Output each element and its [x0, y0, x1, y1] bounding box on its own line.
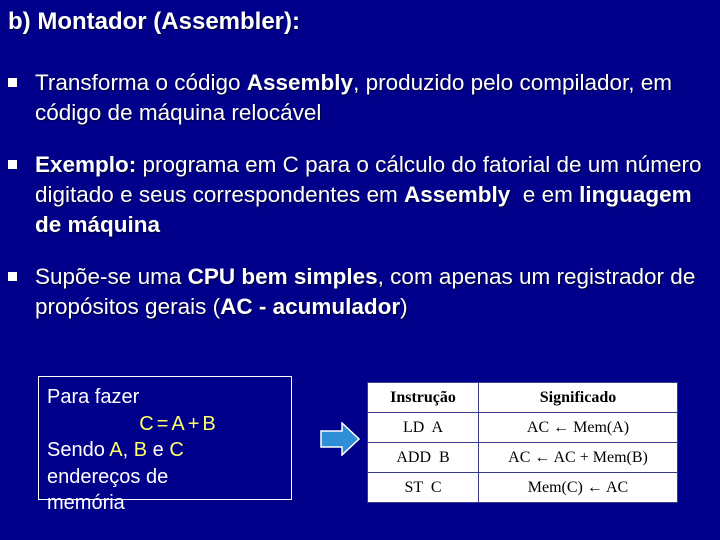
note-line: endereços de [47, 465, 169, 488]
bullet-text: Transforma o código [35, 70, 247, 95]
table-row [368, 413, 678, 443]
instruction-cell: LD A [368, 413, 479, 443]
bullet-item-3 [8, 262, 718, 322]
column-header-instruction: Instrução [368, 383, 479, 413]
left-arrow-icon: ← [586, 478, 603, 496]
note-var-b: B [133, 439, 148, 461]
table-row [368, 443, 678, 473]
left-arrow-icon: ← [553, 418, 570, 436]
table-header-row [368, 383, 678, 413]
square-bullet-icon [8, 78, 17, 87]
bullet-text: ) [400, 294, 408, 319]
slide-title: b) Montador (Assembler): [8, 8, 301, 35]
meaning-target: Mem(C) [527, 478, 583, 496]
bullet-bold-text: Exemplo: [35, 152, 137, 177]
bullet-bold-text: CPU bem simples [187, 264, 378, 289]
note-var-c: C [169, 439, 184, 461]
meaning-cell [479, 473, 678, 503]
bullet-text: Supõe-se uma [35, 264, 188, 289]
note-text: , [122, 439, 134, 461]
note-line [47, 437, 283, 464]
note-line: Para fazer [47, 386, 140, 408]
column-header-meaning: Significado [479, 383, 678, 413]
bullet-list [8, 68, 718, 344]
instruction-table [367, 382, 678, 503]
meaning-cell [479, 413, 678, 443]
note-equation: C=A+B [139, 412, 219, 435]
table-row [368, 473, 678, 503]
bullet-item-1 [8, 68, 718, 128]
note-line: memória [47, 492, 125, 514]
bullet-text: e em [510, 182, 580, 207]
meaning-target: AC [526, 418, 550, 436]
square-bullet-icon [8, 160, 17, 169]
bullet-bold-text: Assembly [246, 70, 354, 95]
note-text: Sendo [47, 439, 110, 461]
note-text: e [147, 439, 170, 461]
bullet-item-2 [8, 150, 718, 240]
instruction-cell: ADD B [368, 443, 479, 473]
right-arrow-icon [320, 422, 360, 456]
meaning-source: AC [606, 478, 629, 496]
note-var-a: A [109, 439, 123, 461]
bullet-bold-text: Assembly [403, 182, 511, 207]
meaning-target: AC [508, 448, 531, 466]
left-arrow-icon: ← [534, 448, 551, 466]
bullet-text: , produzido pelo compilador, em código de máquina relocável [35, 70, 673, 125]
meaning-source: Mem(A) [573, 418, 630, 436]
bullet-bold-text: AC - acumulador [220, 294, 401, 319]
meaning-cell [479, 443, 678, 473]
instruction-cell: ST C [368, 473, 479, 503]
square-bullet-icon [8, 272, 17, 281]
bullet-text: , com apenas um registrador de propósitos gerais ( [35, 264, 696, 319]
bullet-bold-text: linguagem de máquina [35, 182, 692, 237]
example-note-box [38, 376, 292, 514]
meaning-source: AC + Mem(B) [553, 448, 648, 466]
bullet-text: programa em C para o cálculo do fatorial de um número digitado e seus correspondentes em [35, 152, 702, 207]
